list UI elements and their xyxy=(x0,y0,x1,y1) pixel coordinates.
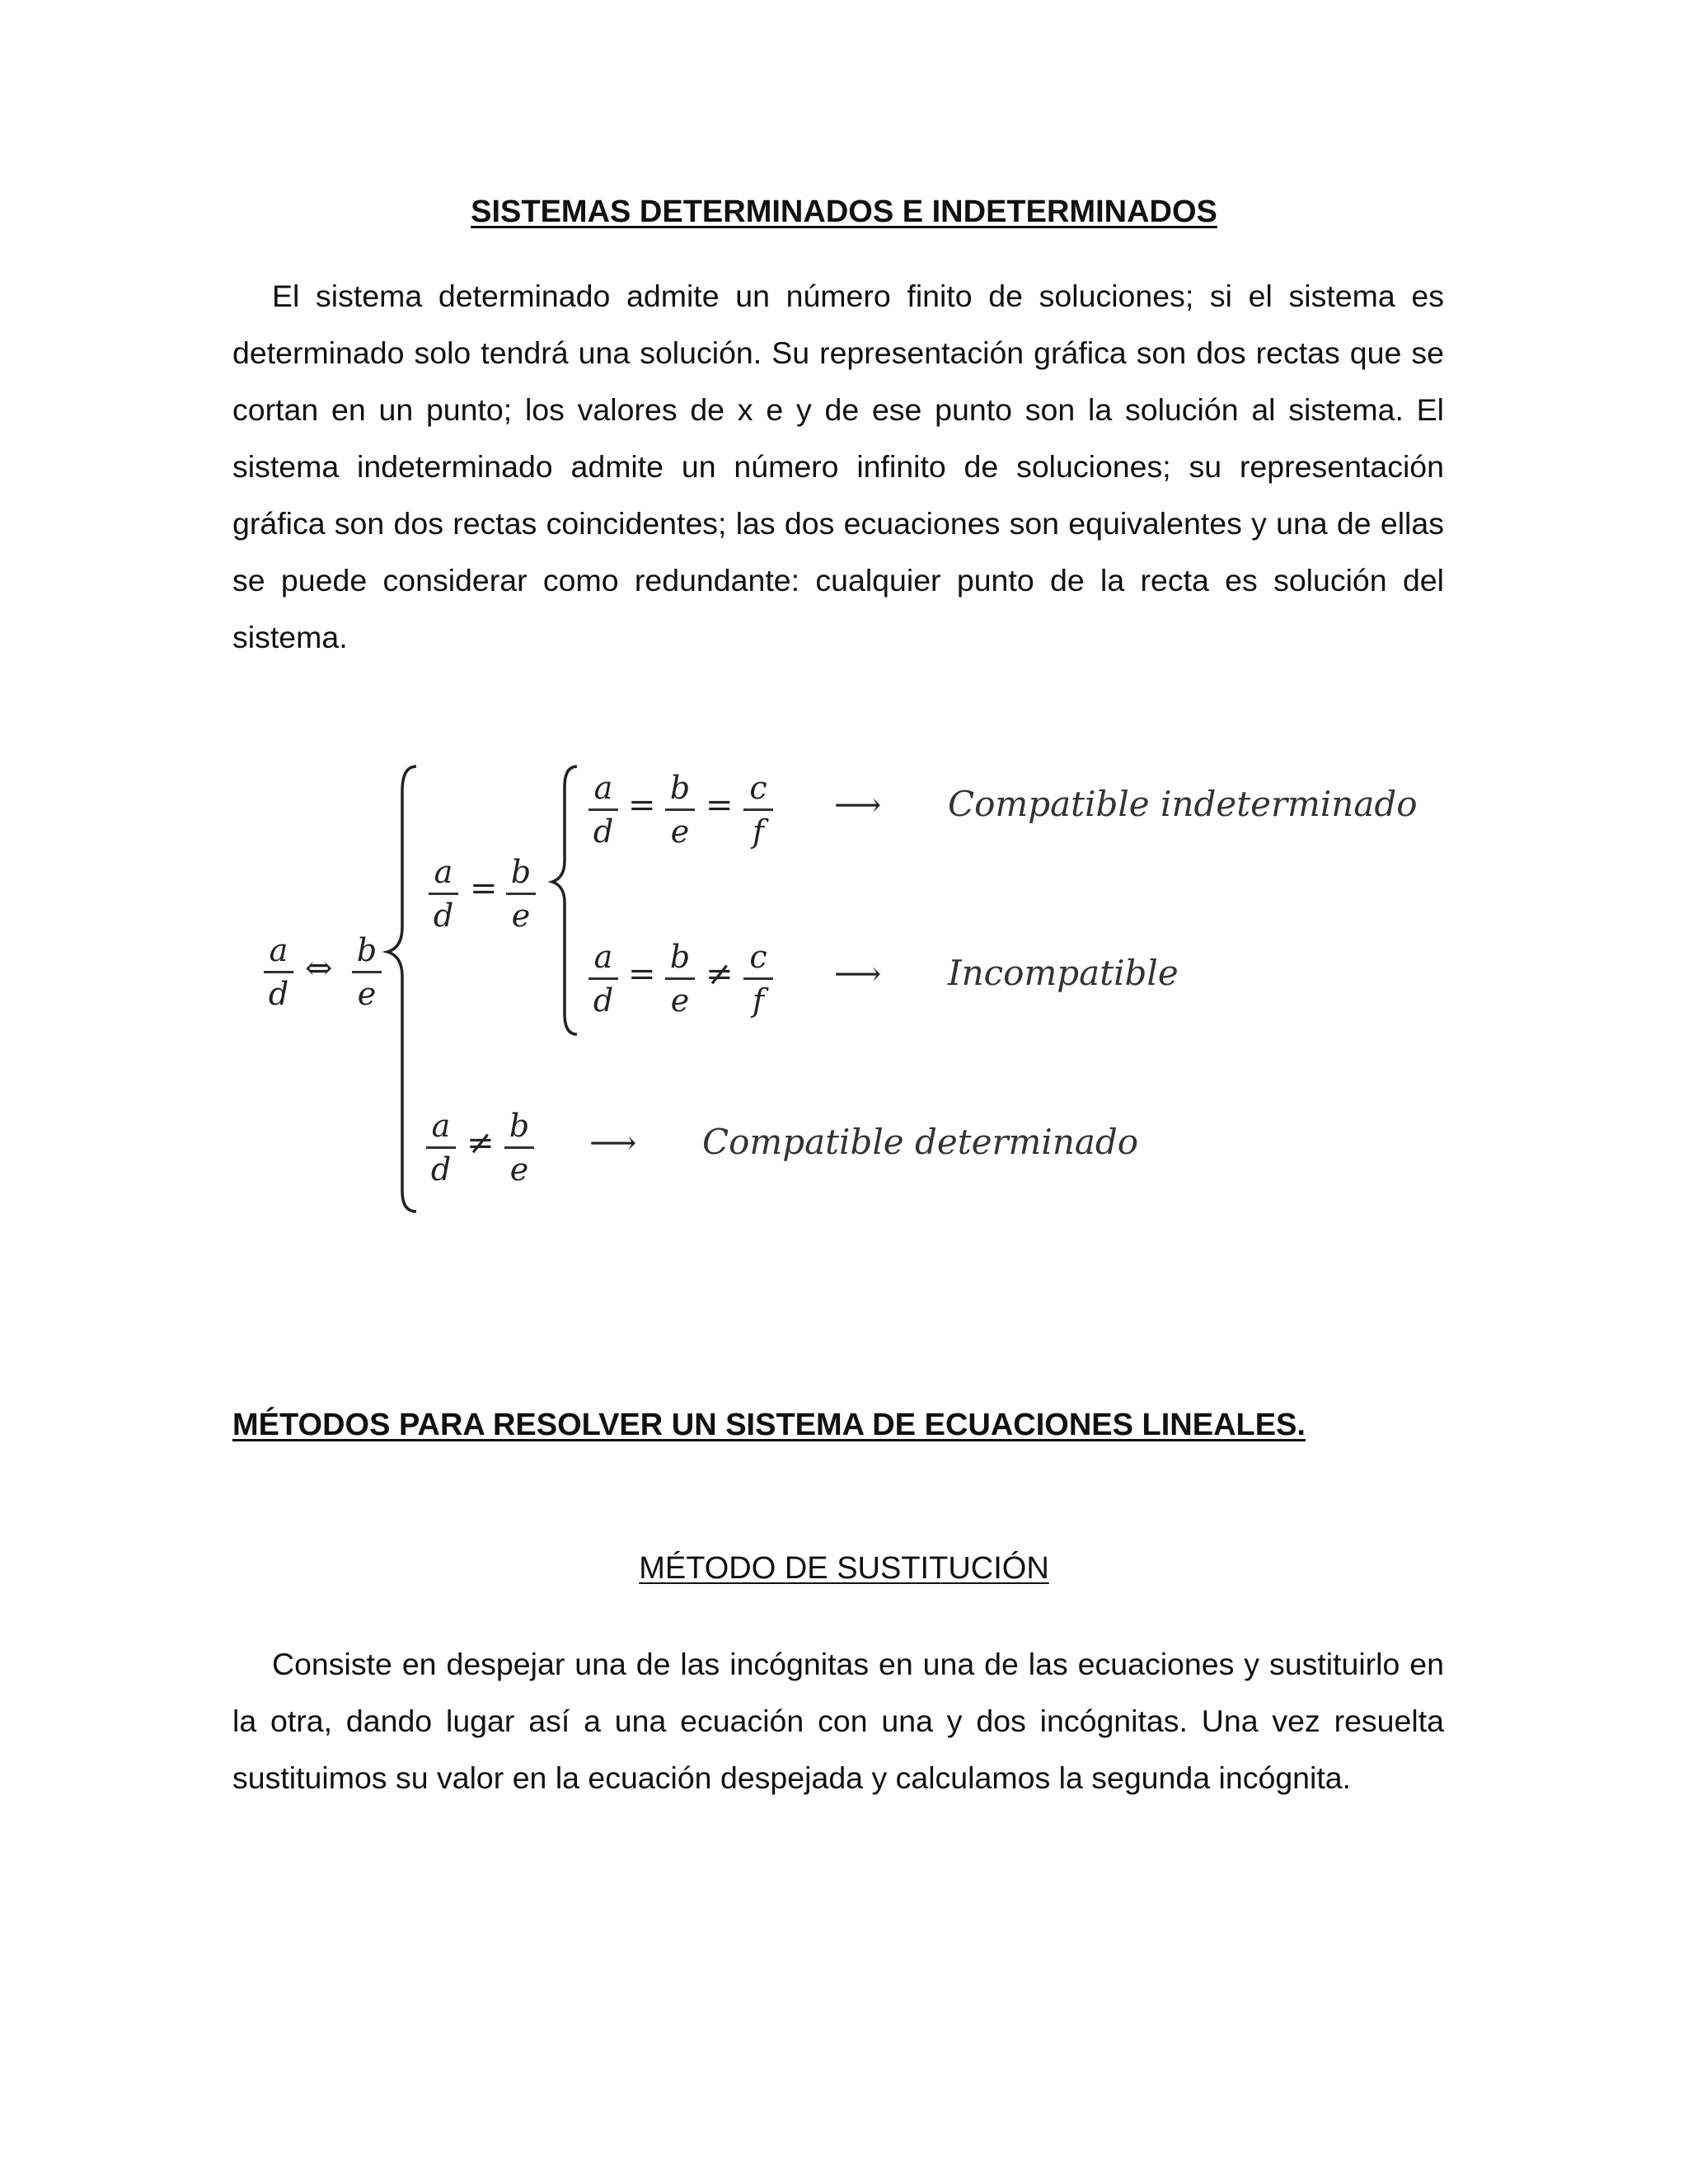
arrow-icon: ⟶ xyxy=(834,955,882,993)
case-compatible-determinado: Compatible determinado xyxy=(702,1122,1139,1162)
section-heading: MÉTODOS PARA RESOLVER UN SISTEMA DE ECUACIONES LINEALES. xyxy=(232,1408,1306,1442)
case-incompatible: Incompatible xyxy=(948,953,1179,993)
equals-symbol: = xyxy=(706,786,734,824)
fraction-a-over-d: a d xyxy=(427,855,460,933)
iff-symbol: ⇔ xyxy=(305,949,333,987)
fraction-c-over-f: c f xyxy=(742,771,775,849)
equals-symbol: = xyxy=(470,869,498,907)
fraction-b-over-e: b e xyxy=(504,855,537,933)
fraction-a-over-d: a d xyxy=(587,771,620,849)
page-title: SISTEMAS DETERMINADOS E INDETERMINADOS xyxy=(471,194,1217,229)
arrow-icon: ⟶ xyxy=(834,786,882,824)
system-classification-formula xyxy=(247,742,1442,1236)
fraction-c-over-f: c f xyxy=(742,940,775,1018)
paragraph-sistemas: El sistema determinado admite un número finito de soluciones; si el sistema es determinado solo tendrá una solución. Su representación gráfica son dos rectas que se cortan en un punto; los valores de x e y de ese punto son la solución al sistema. El sistema indeterminado admite un número infinito de soluciones; su representación gráfica son dos rectas coincidentes; las dos ecuaciones son equivalentes y una de ellas se puede considerar como redundante: cualquier punto de la recta es solución del sistema. xyxy=(232,279,1444,654)
equals-symbol: = xyxy=(628,786,656,824)
case-compatible-indeterminado: Compatible indeterminado xyxy=(948,784,1418,824)
method-heading: MÉTODO DE SUSTITUCIÓN xyxy=(639,1551,1049,1586)
fraction-a-over-d: a d xyxy=(262,933,295,1011)
paragraph-sustitucion: Consiste en despejar una de las incógnitas en una de las ecuaciones y sustituirlo en la otra, dando lugar así a una ecuación con una y dos incógnitas. Una vez resuelta sustituimos su valor en la ecuación despejada y calculamos la segunda incógnita. xyxy=(232,1647,1444,1795)
fraction-b-over-e: b e xyxy=(663,940,696,1018)
fraction-b-over-e: b e xyxy=(663,771,696,849)
fraction-a-over-d: a d xyxy=(587,940,620,1018)
not-equal-symbol: ≠ xyxy=(467,1124,495,1162)
fraction-a-over-d: a d xyxy=(424,1108,457,1187)
fraction-b-over-e: b e xyxy=(350,933,383,1011)
not-equal-symbol: ≠ xyxy=(706,955,734,993)
arrow-icon: ⟶ xyxy=(589,1124,637,1162)
equals-symbol: = xyxy=(628,955,656,993)
fraction-b-over-e: b e xyxy=(503,1108,536,1187)
